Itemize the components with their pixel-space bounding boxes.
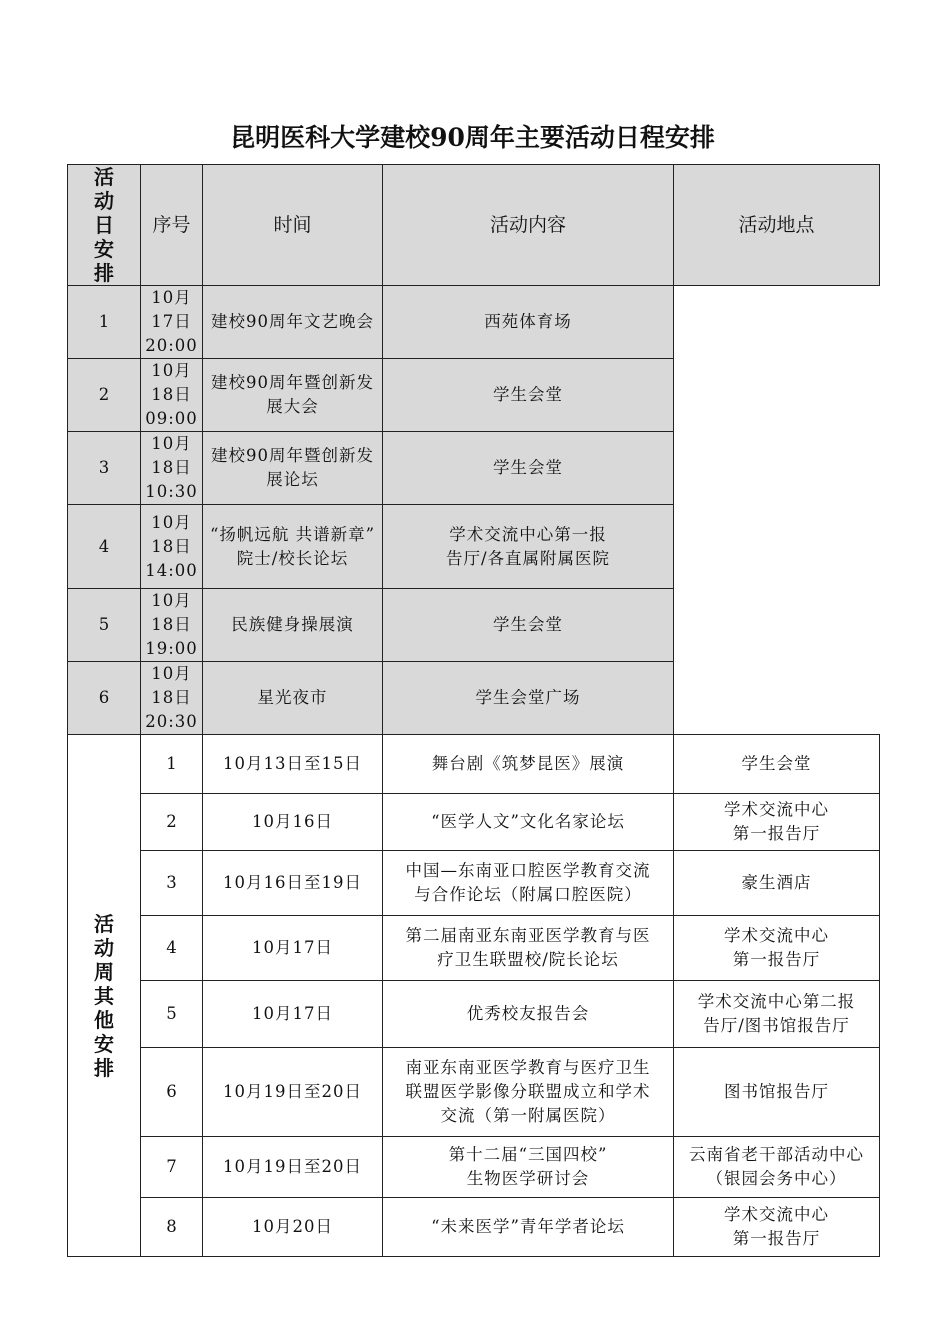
content-line: 建校90周年暨创新发展大会 (211, 373, 374, 416)
group-label-char: 活 (94, 911, 114, 936)
place-line: （银园会务中心） (706, 1169, 847, 1188)
page-title: 昆明医科大学建校90周年主要活动日程安排 (230, 123, 715, 152)
place-line: 学术交流中心 (724, 1205, 829, 1224)
cell-content (203, 359, 383, 432)
cell-content (383, 1198, 674, 1257)
table-row (68, 916, 880, 981)
cell-place (674, 794, 880, 851)
header-place: 活动地点 (674, 165, 880, 286)
cell-content (203, 662, 383, 735)
cell-content (203, 505, 383, 589)
group-label-char: 安 (94, 237, 114, 261)
cell-no: 3 (141, 851, 203, 916)
content-line: 中国—东南亚口腔医学教育交流 (405, 861, 651, 880)
cell-place (674, 1048, 880, 1137)
cell-content (203, 286, 383, 359)
cell-place (383, 505, 674, 589)
group-label-char: 活 (94, 165, 114, 189)
cell-time: 10月16日 (203, 794, 383, 851)
cell-time: 10月19日至20日 (203, 1137, 383, 1198)
place-line: 第一报告厅 (732, 1229, 821, 1248)
cell-place (674, 1137, 880, 1198)
cell-place (674, 1198, 880, 1257)
cell-time: 10月17日 20:00 (141, 286, 203, 359)
content-line: 建校90周年文艺晚会 (211, 312, 374, 331)
content-line: “扬帆远航 共谱新章” (209, 524, 376, 544)
content-line: 南亚东南亚医学教育与医疗卫生 (405, 1058, 651, 1077)
header-row (68, 165, 880, 286)
content-line: 优秀校友报告会 (466, 1004, 590, 1023)
cell-no: 1 (141, 735, 203, 794)
group-label-char: 周 (94, 959, 114, 984)
cell-no: 6 (68, 662, 141, 735)
cell-content (203, 589, 383, 662)
cell-time: 10月18日 20:30 (141, 662, 203, 735)
content-line: 交流（第一附属医院） (440, 1106, 616, 1125)
cell-time: 10月16日至19日 (203, 851, 383, 916)
cell-no: 6 (141, 1048, 203, 1137)
group-label-other-schedule (68, 735, 141, 1257)
place-line: 豪生酒店 (741, 873, 812, 892)
cell-content (383, 794, 674, 851)
cell-time: 10月18日 10:30 (141, 432, 203, 505)
place-line: 告厅/各直属附属医院 (445, 548, 611, 568)
group-label-char: 排 (94, 261, 114, 285)
header-content: 活动内容 (383, 165, 674, 286)
header-time: 时间 (203, 165, 383, 286)
table-row (68, 432, 880, 505)
content-line: “医学人文”文化名家论坛 (431, 812, 625, 831)
cell-time: 10月17日 (203, 916, 383, 981)
content-line: “未来医学”青年学者论坛 (431, 1217, 625, 1236)
group-label-char: 动 (94, 189, 114, 213)
group-label-char: 动 (94, 935, 114, 960)
cell-place (674, 981, 880, 1048)
content-line: 第十二届“三国四校” (448, 1145, 608, 1164)
cell-place (674, 735, 880, 794)
cell-no: 4 (141, 916, 203, 981)
schedule-table (67, 164, 880, 1257)
cell-no: 4 (68, 505, 141, 589)
cell-place (383, 286, 674, 359)
cell-no: 3 (68, 432, 141, 505)
group-label-char: 他 (94, 1007, 114, 1032)
cell-no: 2 (68, 359, 141, 432)
cell-time: 10月17日 (203, 981, 383, 1048)
cell-place (383, 662, 674, 735)
group-label-char: 排 (94, 1055, 114, 1080)
cell-no: 5 (141, 981, 203, 1048)
table-row (68, 359, 880, 432)
place-line: 云南省老干部活动中心 (689, 1145, 864, 1164)
cell-content (383, 735, 674, 794)
cell-no: 1 (68, 286, 141, 359)
place-line: 学术交流中心 (724, 800, 829, 819)
cell-place (383, 359, 674, 432)
cell-time: 10月20日 (203, 1198, 383, 1257)
cell-content (383, 1048, 674, 1137)
table-row (68, 505, 880, 589)
place-line: 第一报告厅 (732, 950, 821, 969)
cell-content (203, 432, 383, 505)
cell-place (674, 851, 880, 916)
header-no: 序号 (141, 165, 203, 286)
cell-place (383, 432, 674, 505)
group-label-char: 安 (94, 1031, 114, 1056)
place-line: 第一报告厅 (732, 824, 821, 843)
table-row (68, 1198, 880, 1257)
cell-place (383, 589, 674, 662)
content-line: 院士/校长论坛 (236, 548, 349, 568)
cell-content (383, 1137, 674, 1198)
cell-time: 10月18日 19:00 (141, 589, 203, 662)
place-line: 学生会堂广场 (475, 688, 581, 707)
table-row (68, 589, 880, 662)
cell-no: 5 (68, 589, 141, 662)
cell-content (383, 851, 674, 916)
group-label-char: 日 (94, 213, 114, 237)
table-row (68, 851, 880, 916)
content-line: 第二届南亚东南亚医学教育与医 (405, 926, 651, 945)
place-line: 学生会堂 (493, 385, 563, 404)
table-row (68, 735, 880, 794)
group-label-day-schedule (68, 165, 141, 286)
cell-time: 10月18日 14:00 (141, 505, 203, 589)
cell-time: 10月13日至15日 (203, 735, 383, 794)
content-line: 舞台剧《筑梦昆医》展演 (431, 754, 625, 773)
table-row (68, 1137, 880, 1198)
content-line: 星光夜市 (257, 688, 328, 707)
table-row (68, 981, 880, 1048)
content-line: 民族健身操展演 (231, 615, 354, 634)
place-line: 学生会堂 (493, 615, 563, 634)
group-label-char: 其 (94, 983, 114, 1008)
cell-content (383, 916, 674, 981)
table-row (68, 286, 880, 359)
table-row (68, 794, 880, 851)
place-line: 学术交流中心第一报 (449, 524, 607, 544)
content-line: 疗卫生联盟校/院长论坛 (437, 950, 619, 969)
cell-no: 8 (141, 1198, 203, 1257)
cell-no: 2 (141, 794, 203, 851)
place-line: 图书馆报告厅 (724, 1082, 829, 1101)
place-line: 西苑体育场 (484, 312, 572, 331)
place-line: 学生会堂 (741, 754, 812, 773)
cell-place (674, 916, 880, 981)
content-line: 建校90周年暨创新发展论坛 (211, 446, 374, 489)
place-line: 学术交流中心第二报 (697, 992, 856, 1011)
place-line: 学生会堂 (493, 458, 563, 477)
cell-time: 10月19日至20日 (203, 1048, 383, 1137)
place-line: 学术交流中心 (724, 926, 829, 945)
cell-content (383, 981, 674, 1048)
table-row (68, 662, 880, 735)
content-line: 与合作论坛（附属口腔医院） (414, 885, 642, 904)
cell-no: 7 (141, 1137, 203, 1198)
cell-time: 10月18日 09:00 (141, 359, 203, 432)
content-line: 联盟医学影像分联盟成立和学术 (405, 1082, 651, 1101)
place-line: 告厅/图书馆报告厅 (703, 1016, 850, 1035)
table-row (68, 1048, 880, 1137)
content-line: 生物医学研讨会 (466, 1169, 590, 1188)
